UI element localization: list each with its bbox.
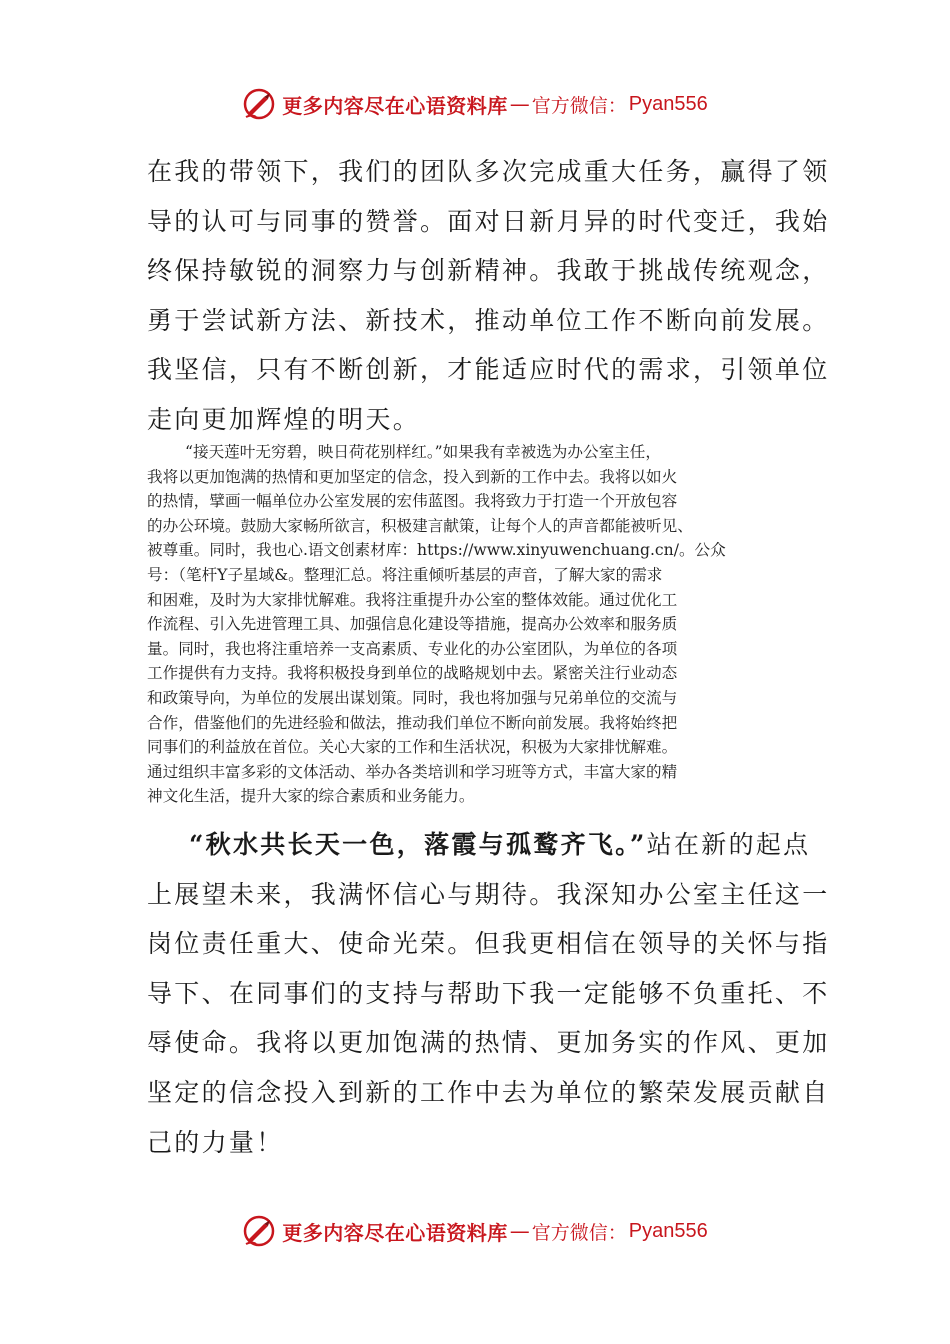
banner-separator: — <box>509 1219 530 1243</box>
paragraph-1-line: 走向更加辉煌的明天。 <box>147 404 421 434</box>
paragraph-2-line: 神文化生活，提升大家的综合素质和业务能力。 <box>147 787 475 806</box>
paragraph-2-line: 被尊重。同时，我也心.语文创素材库：https://www.xinyuwenchuang.cn/。公众 <box>147 541 726 560</box>
paragraph-3-line: 辱使命。我将以更加饱满的热情、更加务实的作风、更加 <box>147 1028 830 1058</box>
paragraph-2-line: 和困难，及时为大家排忧解难。我将注重提升办公室的整体效能。通过优化工 <box>147 590 678 609</box>
paragraph-2-line: “接天莲叶无穷碧，映日荷花别样红。”如果我有幸被选为办公室主任， <box>185 443 661 461</box>
paragraph-1-line: 在我的带领下，我们的团队多次完成重大任务，赢得了领 <box>147 157 830 186</box>
paragraph-2 <box>147 440 803 809</box>
paragraph-1-line: 导的认可与同事的赞誉。面对日新月异的时代变迁，我始 <box>147 206 830 236</box>
paragraph-2-line: 通过组织丰富多彩的文体活动、举办各类培训和学习班等方式，丰富大家的精 <box>147 762 678 781</box>
paragraph-3-line: 上展望未来，我满怀信心与期待。我深知办公室主任这一 <box>147 879 830 909</box>
banner-wechat-id: Pyan556 <box>628 92 708 115</box>
paragraph-3 <box>147 820 830 1167</box>
paragraph-3-line: 岗位责任重大、使命光荣。但我更相信在领导的关怀与指 <box>147 929 830 959</box>
paragraph-2-line: 工作提供有力支持。我将积极投身到单位的战略规划中去。紧密关注行业动态 <box>147 664 678 683</box>
pen-logo-icon <box>242 1214 276 1248</box>
footer-banner <box>0 1211 950 1251</box>
paragraph-2-line: 量。同时，我也将注重培养一支高素质、专业化的办公室团队，为单位的各项 <box>147 639 678 658</box>
banner-wechat-id: Pyan556 <box>628 1219 708 1242</box>
banner-brand: 更多内容尽在心语资料库 <box>282 93 508 118</box>
paragraph-2-line: 我将以更加饱满的热情和更加坚定的信念，投入到新的工作中去。我将以如火 <box>147 467 678 486</box>
paragraph-1-line: 终保持敏锐的洞察力与创新精神。我敢于挑战传统观念， <box>147 256 830 286</box>
paragraph-1-line: 我坚信，只有不断创新，才能适应时代的需求，引领单位 <box>147 355 830 385</box>
paragraph-2-line: 的热情，擘画一幅单位办公室发展的宏伟蓝图。我将致力于打造一个开放包容 <box>147 492 678 511</box>
banner-official-label: 官方微信： <box>531 1221 627 1244</box>
paragraph-3-line: 坚定的信念投入到新的工作中去为单位的繁荣发展贡献自 <box>147 1077 830 1107</box>
banner-official-label: 官方微信： <box>531 94 627 117</box>
paragraph-3-quote: “秋水共长天一色，落霞与孤鹜齐飞。” <box>189 830 647 859</box>
paragraph-3-first-line: 站在新的起点 <box>646 830 811 859</box>
banner-brand: 更多内容尽在心语资料库 <box>282 1220 508 1245</box>
banner-separator: — <box>509 92 530 116</box>
paragraph-3-line: 导下、在同事们的支持与帮助下我一定能够不负重托、不 <box>147 978 830 1008</box>
paragraph-2-line: 和政策导向，为单位的发展出谋划策。同时，我也将加强与兄弟单位的交流与 <box>147 688 678 707</box>
paragraph-2-line: 合作，借鉴他们的先进经验和做法，推动我们单位不断向前发展。我将始终把 <box>147 713 678 732</box>
paragraph-2-line: 的办公环境。鼓励大家畅所欲言，积极建言献策，让每个人的声音都能被听见、 <box>147 516 693 535</box>
paragraph-1 <box>147 147 830 445</box>
paragraph-2-line: 同事们的利益放在首位。关心大家的工作和生活状况，积极为大家排忧解难。 <box>147 738 678 757</box>
paragraph-1-line: 勇于尝试新方法、新技术，推动单位工作不断向前发展。 <box>147 305 830 335</box>
paragraph-3-line: 己的力量！ <box>147 1127 284 1157</box>
paragraph-2-line: 号：（笔杆Y子星域&。整理汇总。将注重倾听基层的声音，了解大家的需求 <box>147 565 663 584</box>
pen-logo-icon <box>242 87 276 121</box>
header-banner <box>0 84 950 124</box>
paragraph-2-line: 作流程、引入先进管理工具、加强信息化建设等措施，提高办公效率和服务质 <box>147 615 678 634</box>
